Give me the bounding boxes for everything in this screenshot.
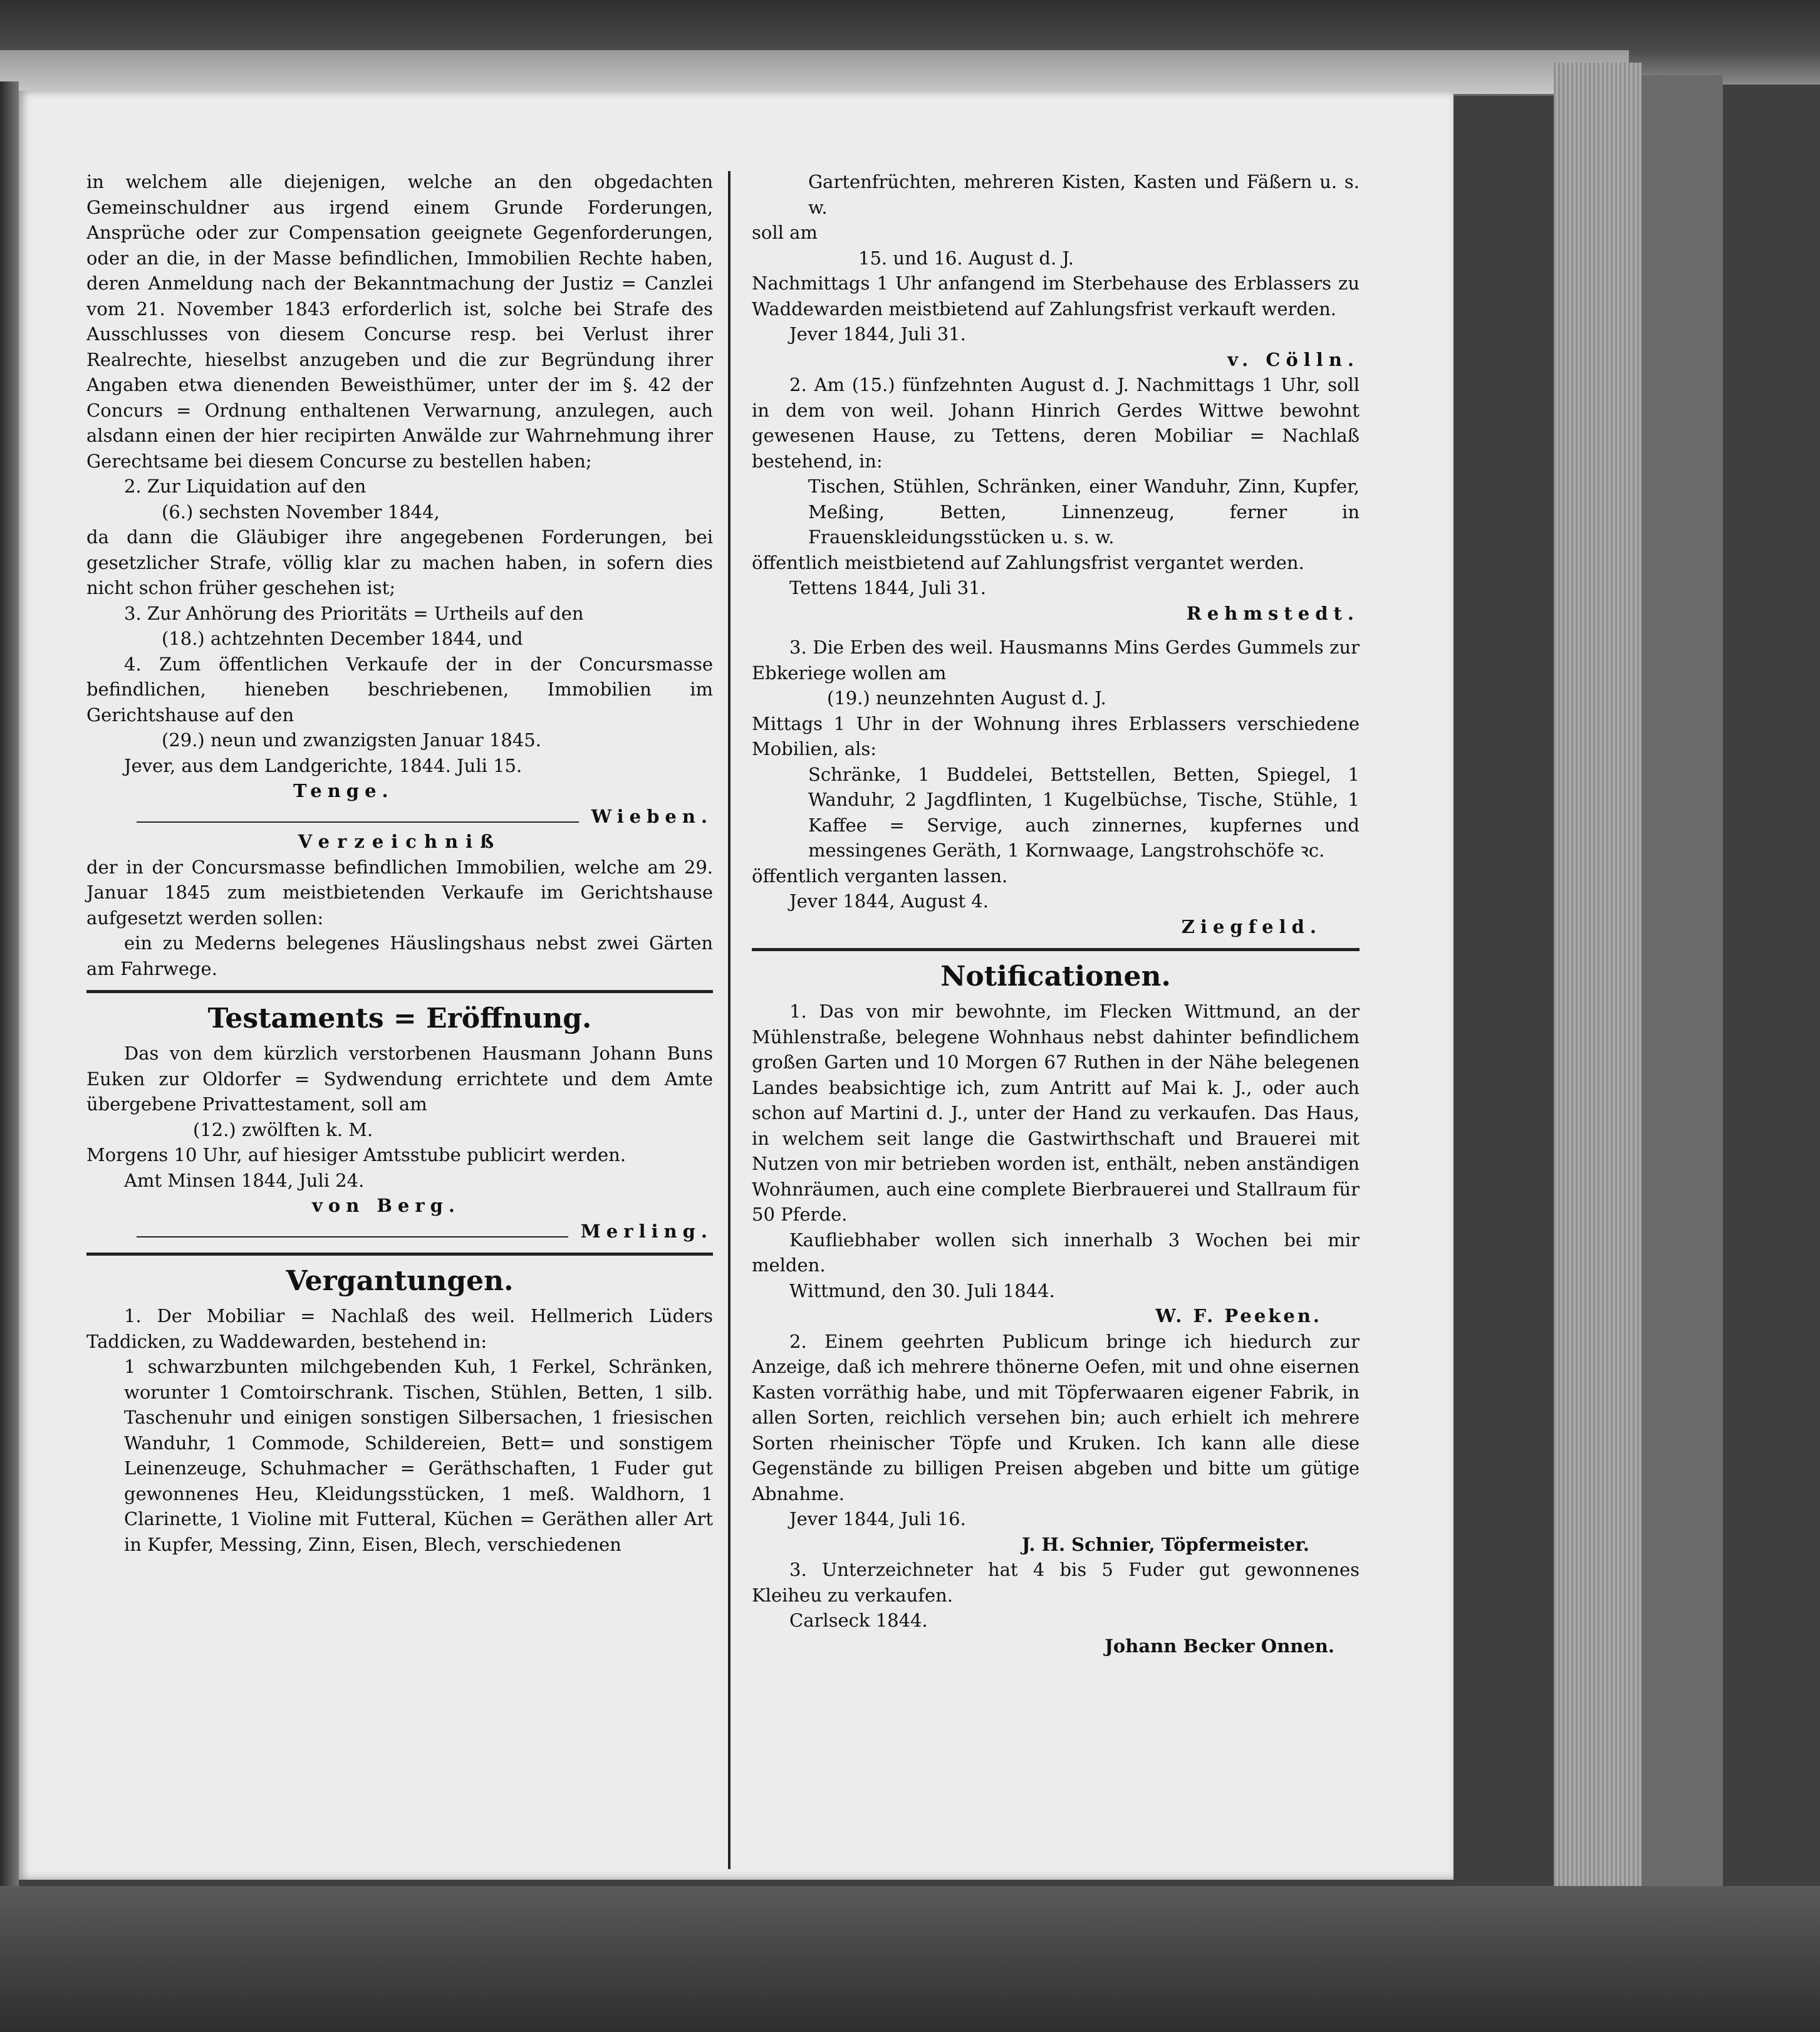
vergantung-1: 1. Der Mobiliar = Nachlaß des weil. Hellmerich Lüders Taddicken, zu Waddewarden, bestehend in: (86, 1305, 713, 1352)
testament-date: (12.) zwölften k. M. (193, 1118, 373, 1140)
vergantung-3-date: (19.) neunzehnten August d. J. (827, 687, 1106, 709)
section-rule (752, 948, 1360, 951)
notification-1-place-date: Wittmund, den 30. Juli 1844. (789, 1279, 1055, 1301)
continued-date: 15. und 16. August d. J. (858, 247, 1074, 269)
continued-items: Gartenfrüchten, mehreren Kisten, Kasten und Fäßern u. s. w. (808, 171, 1360, 218)
page-edges (1554, 63, 1641, 1886)
testament-signature-2 (86, 1219, 713, 1244)
verzeichnis-title: Verzeichniß (298, 831, 502, 852)
heading-vergantungen: Vergantungen. (286, 1265, 514, 1297)
notification-3-place-date: Carlseck 1844. (789, 1610, 928, 1631)
right-column (752, 169, 1360, 1659)
book-spine (0, 81, 19, 2032)
notification-2: 2. Einem geehrten Publicum bringe ich hiedurch zur Anzeige, daß ich mehrere thönerne Oefen, mit und ohne eisernen Kasten vorräthig habe, und mit Töpferwaaren eigener Fabrik, in allen Sorten, reichlich versehen bin; auch erhielt ich mehrere Sorten rheinischer Töpfe und Kruken. Ich kann alle diese Gegenstände zu billigen Preisen abgeben und bitte um gütige Abnahme. (752, 1330, 1360, 1504)
signature-tenge: Tenge. (293, 780, 394, 801)
signature-peeken: W. F. Peeken. (1155, 1305, 1322, 1326)
column-divider (728, 171, 731, 1869)
vergantung-2-items: Tischen, Stühlen, Schränken, einer Wanduhr, Zinn, Kupfer, Meßing, Betten, Linnenzeug, ferner in Frauenskleidungsstücken u. s. w. (808, 476, 1360, 548)
vergantung-2-closing: öffentlich meistbietend auf Zahlungsfrist vergantet werden. (752, 551, 1304, 573)
priority-date: (18.) achtzehnten December 1844, und (162, 628, 523, 649)
section-rule (86, 1253, 713, 1256)
notification-1: 1. Das von mir bewohnte, im Flecken Wittmund, an der Mühlenstraße, belegene Wohnhaus nebst dahinter befindlichem großen Garten und 10 Morgen 67 Ruthen in der Nähe belegenen Landes beabsichtige ich, zum Antritt auf Mai k. J., oder auch schon auf Martini d. J., unter der Hand zu verkaufen. Das Haus, in welchem seit lange die Gastwirthschaft und Brauerei mit Nutzen von mir betrieben worden ist, enthält, neben anständigen Wohnräumen, auch eine complete Bierbrauerei und Stallraum für 50 Pferde. (752, 1001, 1360, 1225)
vergantung-3-closing: öffentlich verganten lassen. (752, 865, 1008, 887)
signature-coelln: v. Cölln. (1227, 348, 1360, 370)
book-cover-right (1641, 75, 1723, 1892)
signature-line (137, 1236, 568, 1237)
vergantung-3-text: Mittags 1 Uhr in der Wohnung ihres Erblassers verschiedene Mobilien, als: (752, 712, 1360, 759)
continued-place-date: Jever 1844, Juli 31. (789, 323, 966, 345)
notification-3: 3. Unterzeichneter hat 4 bis 5 Fuder gut gewonnenes Kleiheu zu verkaufen. (752, 1559, 1360, 1606)
vergantung-3: 3. Die Erben des weil. Hausmanns Mins Gerdes Gummels zur Ebkeriege wollen am (752, 637, 1360, 684)
heading-testament: Testaments = Eröffnung. (207, 1003, 592, 1034)
signature-von-berg: von Berg. (312, 1195, 460, 1216)
vergantung-1-items: 1 schwarzbunten milchgebenden Kuh, 1 Ferkel, Schränken, worunter 1 Comtoirschrank. Tischen, Stühlen, Betten, 1 silb. Taschenuhr und einigen sonstigen Silbersachen, 1 friesischen Wanduhr, 1 Commode, Schildereien, Bett= und sonstigem Leinenzeuge, Schuhmacher = Geräthschaften, 1 Fuder gut gewonnenes Heu, Kleidungsstücken, 1 meß. Waldhorn, 1 Clarinette, 1 Violine mit Futteral, Küchen = Geräthen aller Art in Kupfer, Messing, Zinn, Eisen, Blech, verschiedenen (124, 1356, 713, 1555)
book-cover-bottom (0, 1886, 1820, 2032)
vergantung-3-items: Schränke, 1 Buddelei, Bettstellen, Betten, Spiegel, 1 Wanduhr, 2 Jagdflinten, 1 Kugelbüchse, Tische, Stühle, 1 Kaffee = Servige, auch zinnernes, kupfernes und messingenes Geräth, 1 Kornwaage, Langstrohschöfe ꝛc. (808, 763, 1360, 861)
testament-publication: Morgens 10 Uhr, auf hiesiger Amtsstube publicirt werden. (86, 1144, 627, 1165)
section-rule (86, 990, 713, 993)
vergantung-2-place-date: Tettens 1844, Juli 31. (789, 577, 986, 598)
sale-paragraph: 4. Zum öffentlichen Verkaufe der in der Concursmasse befindlichen, hieneben beschriebenen, Immobilien im Gerichtshause auf den (86, 653, 713, 726)
left-column (86, 169, 713, 1557)
signature-onnen: Johann Becker Onnen. (1105, 1635, 1334, 1657)
concurs-paragraph: in welchem alle diejenigen, welche an den obgedachten Gemeinschuldner aus irgend einem Grunde Forderungen, Ansprüche oder zur Compensation geeignete Gegenforderungen, oder an die, in der Masse befindlichen, Immobilien Rechte haben, deren Anmeldung nach der Bekanntmachung der Justiz = Canzlei vom 21. November 1843 erforderlich ist, solche bei Strafe des Ausschlusses von diesem Concurse resp. bei Verlust ihrer Realrechte, hieselbst anzugeben und die zur Begründung ihrer Angaben etwa dienenden Beweisthümer, unter der im §. 42 der Concurs = Ordnung enthaltenen Verwarnung, anzulegen, auch alsdann einen der hier recipirten Anwälde zur Wahrnehmung ihrer Gerechtsame bei diesem Concurse zu bestellen haben; (86, 171, 713, 472)
priority-paragraph: 3. Zur Anhörung des Prioritäts = Urtheils auf den (124, 602, 584, 624)
court-signature-2 (86, 804, 713, 830)
notification-2-place-date: Jever 1844, Juli 16. (789, 1508, 966, 1529)
verzeichnis-item: ein zu Mederns belegenes Häuslingshaus nebst zwei Gärten am Fahrwege. (86, 932, 713, 979)
newspaper-page (19, 91, 1453, 1880)
liquidation-date: (6.) sechsten November 1844, (162, 501, 440, 523)
signature-merling: Merling. (580, 1220, 713, 1242)
creditors-paragraph: da dann die Gläubiger ihre angegebenen Forderungen, bei gesetzlicher Strafe, völlig klar zu machen haben, in sofern dies nicht schon früher geschehen ist; (86, 526, 713, 598)
court-place-date: Jever, aus dem Landgerichte, 1844. Juli 15. (124, 754, 523, 776)
testament-place-date: Amt Minsen 1844, Juli 24. (124, 1169, 365, 1191)
vergantung-3-place-date: Jever 1844, August 4. (789, 890, 989, 912)
testament-paragraph: Das von dem kürzlich verstorbenen Hausmann Johann Buns Euken zur Oldorfer = Sydwendung errichtete und dem Amte übergebene Privattestament, soll am (86, 1043, 713, 1115)
testament-signature (86, 1193, 713, 1219)
signature-rehmstedt: Rehmstedt. (1186, 602, 1360, 624)
sale-date: (29.) neun und zwanzigsten Januar 1845. (162, 729, 541, 751)
signature-schnier: J. H. Schnier, Töpfermeister. (1021, 1533, 1309, 1555)
signature-wieben: Wieben. (591, 805, 713, 827)
cover-edge (0, 50, 1629, 96)
notification-1-contact: Kaufliebhaber wollen sich innerhalb 3 Wochen bei mir melden. (752, 1229, 1360, 1276)
verzeichnis-text: der in der Concursmasse befindlichen Immobilien, welche am 29. Januar 1845 zum meistbietenden Verkaufe im Gerichtshause aufgesetzt werden sollen: (86, 856, 713, 929)
vergantung-2: 2. Am (15.) fünfzehnten August d. J. Nachmittags 1 Uhr, soll in dem von weil. Johann Hinrich Gerdes Wittwe bewohnt gewesenen Hause, zu Tettens, deren Mobiliar = Nachlaß bestehend, in: (752, 374, 1360, 472)
continued-paragraph: Nachmittags 1 Uhr anfangend im Sterbehause des Erblassers zu Waddewarden meistbietend auf Zahlungsfrist verkauft werden. (752, 273, 1360, 320)
heading-notificationen: Notificationen. (940, 961, 1171, 993)
signature-ziegfeld: Ziegfeld. (1181, 915, 1322, 937)
signature-line (137, 821, 579, 823)
liquidation-paragraph: 2. Zur Liquidation auf den (124, 476, 367, 497)
continued-soll-am: soll am (752, 222, 818, 243)
court-signature (86, 778, 713, 804)
